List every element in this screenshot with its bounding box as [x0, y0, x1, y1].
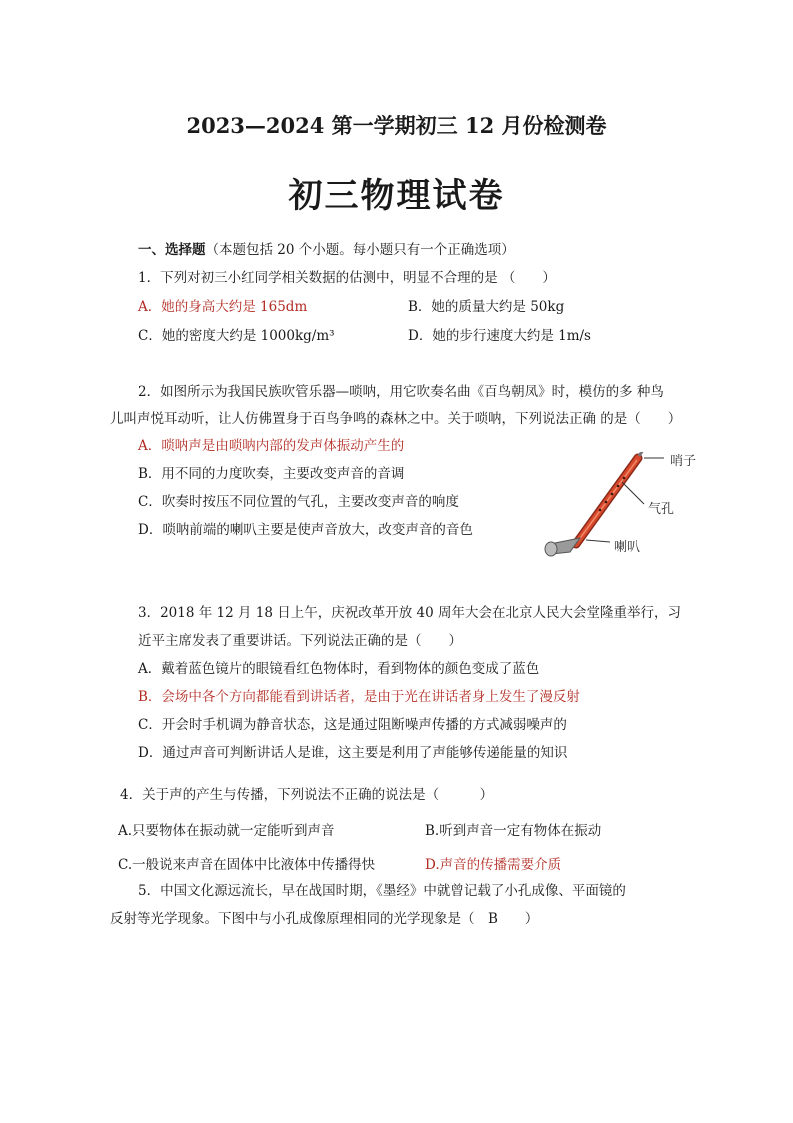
- q4-option-a: A.只要物体在振动就一定能听到声音: [118, 823, 335, 839]
- section-heading: [138, 238, 515, 258]
- q2-option-c: C．吹奏时按压不同位置的气孔，主要改变声音的响度: [138, 494, 459, 510]
- q5-stem-line2: 反射等光学现象。下图中与小孔成像原理相同的光学现象是（ B ）: [110, 911, 539, 927]
- exam-subtitle: 2023—2024 第一学期初三 12 月份检测卷: [186, 113, 607, 138]
- q2-option-a: A．唢呐声是由唢呐内部的发声体振动产生的: [138, 438, 405, 454]
- q3-stem-line2: 近平主席发表了重要讲话。下列说法正确的是（ ）: [138, 633, 462, 649]
- q1-option-a: A．她的身高大约是 165dm: [138, 299, 308, 315]
- q2-stem-line1: 2．如图所示为我国民族吹管乐器—唢呐，用它吹奏名曲《百鸟朝凤》时，模仿的多 种鸟: [138, 384, 664, 400]
- q4-option-d: D.声音的传播需要介质: [425, 857, 562, 873]
- section-label: 一、选择题: [138, 242, 206, 258]
- q2-option-d: D．唢呐前端的喇叭主要是使声音放大，改变声音的音色: [138, 522, 473, 538]
- q4-stem: 4．关于声的产生与传播，下列说法不正确的说法是（ ）: [120, 787, 494, 803]
- q1-stem: 1．下列对初三小红同学相关数据的估测中，明显不合理的是 （ ）: [138, 270, 556, 286]
- label-horn: 喇叭: [614, 540, 641, 555]
- label-air-hole: 气孔: [648, 502, 675, 517]
- section-note: （本题包括 20 个小题。每小题只有一个正确选项）: [205, 242, 515, 258]
- label-whistle: 哨子: [670, 454, 697, 469]
- q5-stem-line1: 5．中国文化源远流长，早在战国时期，《墨经》中就曾记载了小孔成像、平面镜的: [138, 883, 626, 899]
- q2-stem-line2: 儿叫声悦耳动听，让人仿佛置身于百鸟争鸣的森林之中。关于唢呐，下列说法正确 的是（ ）: [110, 411, 682, 427]
- q3-stem-line1: 3．2018 年 12 月 18 日上午，庆祝改革开放 40 周年大会在北京人民大会堂隆重举行，习: [138, 605, 682, 621]
- q3-option-a: A．戴着蓝色镜片的眼镜看红色物体时，看到物体的颜色变成了蓝色: [138, 661, 540, 677]
- q3-option-c: C．开会时手机调为静音状态，这是通过阻断噪声传播的方式减弱噪声的: [138, 717, 567, 733]
- q4-option-c: C.一般说来声音在固体中比液体中传播得快: [118, 857, 376, 873]
- q2-option-b: B．用不同的力度吹奏，主要改变声音的音调: [138, 466, 405, 482]
- suona-figure: [540, 452, 720, 562]
- exam-title: 初三物理试卷: [288, 176, 505, 216]
- q3-option-d: D．通过声音可判断讲话人是谁，这主要是利用了声能够传递能量的知识: [138, 745, 568, 761]
- q4-option-b: B.听到声音一定有物体在振动: [425, 823, 602, 839]
- q1-option-d: D．她的步行速度大约是 1m/s: [408, 328, 591, 344]
- q1-option-b: B．她的质量大约是 50kg: [408, 299, 565, 315]
- q3-option-b: B．会场中各个方向都能看到讲话者，是由于光在讲话者身上发生了漫反射: [138, 689, 580, 705]
- q1-option-c: C．她的密度大约是 1000kg/m³: [138, 328, 335, 344]
